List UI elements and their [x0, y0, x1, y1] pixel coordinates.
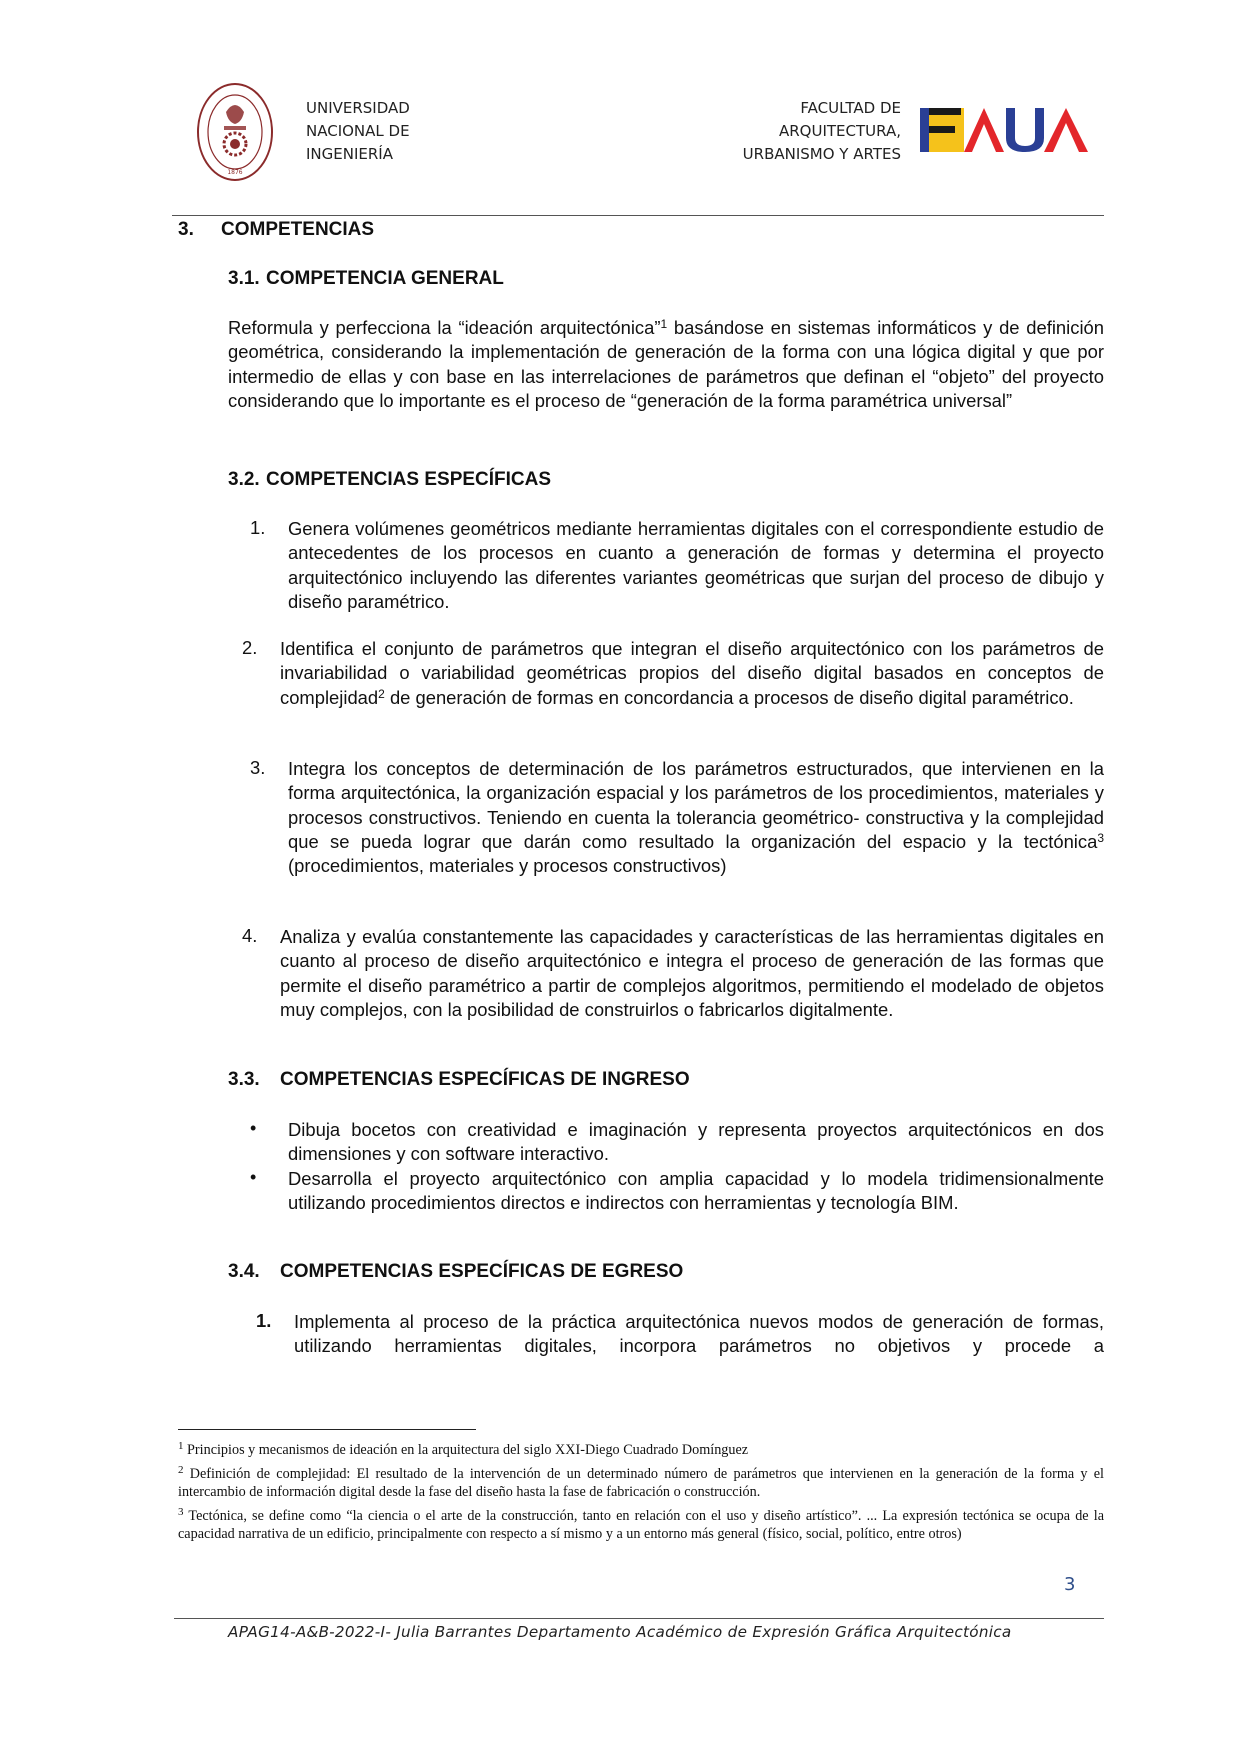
list-item-number: 1.	[256, 1310, 272, 1331]
footnote-text: Tectónica, se define como “la ciencia o el arte de la construcción, tanto en relación con el uso y diseño artístico”. ... La expresión tectónica se ocupa de la capacidad narrativa de un edificio, principalmente con respecto a sí mismo y a un entorno más general (físico, social, político, entre otros)	[178, 1508, 1104, 1543]
list-item-text: de generación de formas en concordancia a procesos de diseño digital paramétrico.	[384, 686, 1074, 708]
footnote-number: 3	[178, 1506, 184, 1518]
footnote-ref-3: 3	[1097, 830, 1104, 845]
bullet-icon: •	[250, 1118, 257, 1138]
list-item	[280, 637, 1104, 710]
footnote-3	[178, 1507, 1104, 1544]
faculty-line-2: ARQUITECTURA,	[779, 122, 901, 140]
section-3-1-number: 3.1.	[228, 268, 260, 289]
paragraph-text: basándose en sistemas informáticos y de definición geométrica, considerando la implementación de generación de la forma con una lógica digital y que por intermedio de ellas y con base en las interrelaciones de parámetros que definan el “objeto” del proyecto considerando que lo importante es el proceso de “generación de la forma paramétrica universal”	[228, 317, 1104, 411]
list-item: Desarrolla el proyecto arquitectónico con amplia capacidad y lo modela tridimensionalmente utilizando procedimientos directos e indirectos con herramientas y tecnología BIM.	[288, 1168, 1104, 1214]
svg-text:1876: 1876	[227, 169, 243, 176]
section-3-2-number: 3.2.	[228, 469, 260, 490]
bullet-icon: •	[250, 1167, 257, 1187]
list-item-text: (procedimientos, materiales y procesos constructivos)	[288, 855, 727, 877]
list-item-number: 3.	[250, 757, 266, 778]
section-3-1-title: COMPETENCIA GENERAL	[266, 268, 504, 289]
footnote-ref-1: 1	[660, 317, 668, 331]
footnote-number: 2	[178, 1464, 184, 1476]
list-item	[288, 757, 1104, 878]
faculty-line-3: URBANISMO Y ARTES	[742, 145, 901, 163]
section-3-title: COMPETENCIAS	[221, 219, 375, 240]
footnote-number: 1	[178, 1440, 184, 1452]
list-item: Genera volúmenes geométricos mediante herramientas digitales con el correspondiente estudio de antecedentes de los procesos en cuanto a generación de formas y determina el proyecto arquitectónico incluyendo las diferentes variantes geométricas que surjan del proceso de dibujo y diseño paramétrico.	[288, 518, 1104, 612]
university-line-3: INGENIERÍA	[306, 145, 393, 163]
footer-divider	[174, 1618, 1104, 1619]
faua-logo	[920, 106, 1090, 154]
header-divider	[172, 215, 1104, 216]
list-item-text: Integra los conceptos de determinación de los parámetros estructurados, que intervienen en la forma arquitectónica, la organización espacial y los parámetros de los procedimientos, materiales y procesos constructivos. Teniendo en cuenta la tolerancia geométrico- constructiva y la complejidad que se pueda lograr que darán como resultado la organización del espacio y la tectónica	[288, 758, 1104, 852]
section-3-3-number: 3.3.	[228, 1069, 260, 1090]
list-item: Dibuja bocetos con creatividad e imaginación y representa proyectos arquitectónicos en dos dimensiones y con software interactivo.	[288, 1119, 1104, 1165]
section-3-3-title: COMPETENCIAS ESPECÍFICAS DE INGRESO	[280, 1069, 690, 1090]
list-item-text: Identifica el conjunto de parámetros que integran el diseño arquitectónico con los parámetros de invariabilidad o variabilidad geométricas propios del diseño digital basados en conceptos de complejidad	[280, 638, 1104, 708]
footnote-text: Definición de complejidad: El resultado de la intervención de un determinado número de parámetros que intervienen en la generación de la forma y el intercambio de información digital desde la fase del diseño hasta la fase de fabricación o construcción.	[178, 1466, 1104, 1501]
section-3-4-number: 3.4.	[228, 1261, 260, 1282]
section-3-2-title: COMPETENCIAS ESPECÍFICAS	[266, 469, 552, 490]
footer-text: APAG14-A&B-2022-I- Julia Barrantes Departamento Académico de Expresión Gráfica Arquitectónica	[228, 1623, 1012, 1641]
general-competence-paragraph	[228, 316, 1104, 413]
list-item-number: 4.	[242, 925, 258, 946]
footnote-divider	[178, 1429, 476, 1430]
page-number: 3	[1064, 1574, 1076, 1595]
university-line-2: NACIONAL DE	[306, 122, 410, 140]
university-line-1: UNIVERSIDAD	[306, 99, 410, 117]
paragraph-text: Reformula y perfecciona la “ideación arquitectónica”	[228, 317, 661, 338]
list-item: Implementa al proceso de la práctica arquitectónica nuevos modos de generación de formas, utilizando herramientas digitales, incorpora parámetros no objetivos y procede a	[294, 1311, 1104, 1357]
footnote-1	[178, 1441, 1104, 1459]
footnote-ref-2: 2	[378, 686, 385, 701]
faculty-line-1: FACULTAD DE	[800, 99, 901, 117]
list-item: Analiza y evalúa constantemente las capacidades y características de las herramientas digitales en cuanto al proceso de diseño arquitectónico e integra el proceso de generación de las formas que permite el diseño paramétrico a partir de complejos algoritmos, permitiendo el modelado de objetos muy complejos, con la posibilidad de construirlos o fabricarlos digitalmente.	[280, 926, 1104, 1020]
list-item-number: 2.	[242, 637, 258, 658]
footnote-text: Principios y mecanismos de ideación en la arquitectura del siglo XXI-Diego Cuadrado Domínguez	[183, 1442, 749, 1458]
section-3-number: 3.	[178, 219, 194, 240]
university-seal-logo	[196, 82, 274, 182]
university-name	[306, 97, 410, 166]
list-item-number: 1.	[250, 517, 266, 538]
faculty-name	[743, 97, 901, 166]
section-3-4-title: COMPETENCIAS ESPECÍFICAS DE EGRESO	[280, 1261, 684, 1282]
footnote-2	[178, 1465, 1104, 1502]
